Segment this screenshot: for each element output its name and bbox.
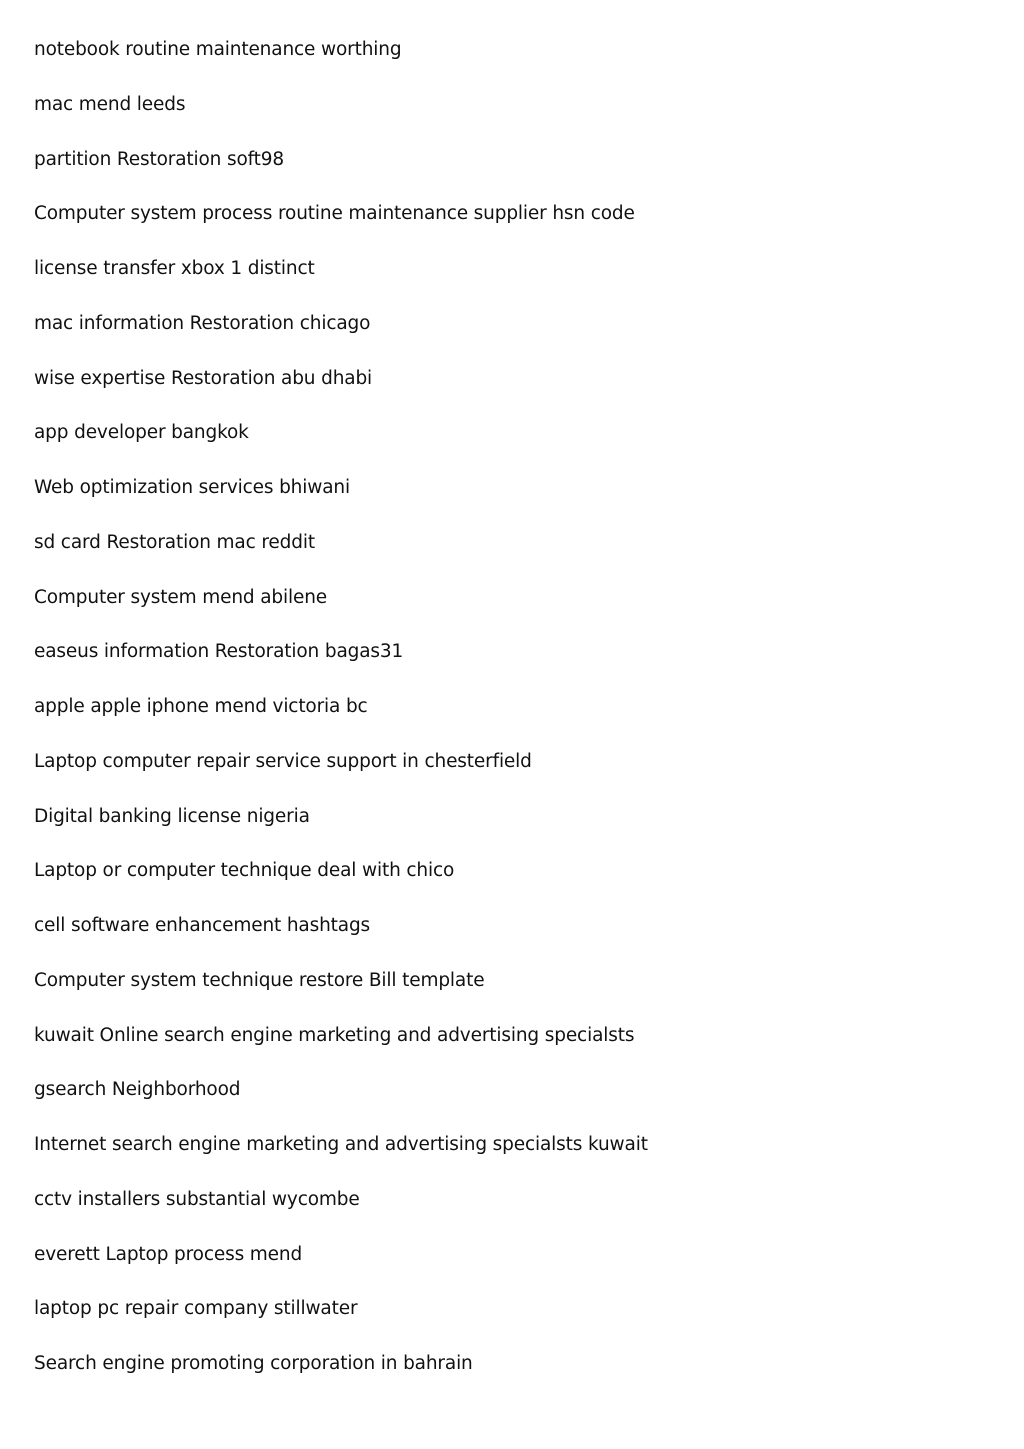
list-item: Internet search engine marketing and advertising specialsts kuwait — [34, 1134, 648, 1155]
list-item: Laptop or computer technique deal with chico — [34, 860, 455, 882]
list-item: Digital banking license nigeria — [34, 805, 310, 827]
entry-list — [34, 36, 974, 1405]
list-item: notebook routine maintenance worthing — [34, 39, 402, 60]
list-item: Web optimization services bhiwani — [34, 477, 350, 498]
list-item: license transfer xbox 1 distinct — [34, 258, 315, 279]
list-item: Laptop computer repair service support in chesterfield — [34, 750, 532, 772]
list-item: everett Laptop process mend — [34, 1243, 303, 1265]
list-item: mac information Restoration chicago — [34, 312, 371, 334]
list-item: app developer bangkok — [34, 422, 249, 444]
list-item: mac mend leeds — [34, 93, 186, 115]
list-item: gsearch Neighborhood — [34, 1079, 241, 1101]
list-item: laptop pc repair company stillwater — [34, 1298, 358, 1320]
list-item: apple apple iphone mend victoria bc — [34, 696, 368, 717]
list-item: Computer system technique restore Bill template — [34, 969, 485, 991]
list-item: Computer system mend abilene — [34, 586, 328, 608]
list-item: easeus information Restoration bagas31 — [34, 641, 404, 663]
list-item: Computer system process routine maintenance supplier hsn code — [34, 203, 635, 225]
list-item: cctv installers substantial wycombe — [34, 1188, 360, 1210]
list-item: sd card Restoration mac reddit — [34, 531, 315, 553]
list-item: wise expertise Restoration abu dhabi — [34, 367, 373, 389]
list-item: Search engine promoting corporation in bahrain — [34, 1353, 473, 1374]
list-item: kuwait Online search engine marketing and advertising specialsts — [34, 1024, 635, 1046]
list-item: partition Restoration soft98 — [34, 148, 285, 170]
list-item: cell software enhancement hashtags — [34, 915, 371, 936]
